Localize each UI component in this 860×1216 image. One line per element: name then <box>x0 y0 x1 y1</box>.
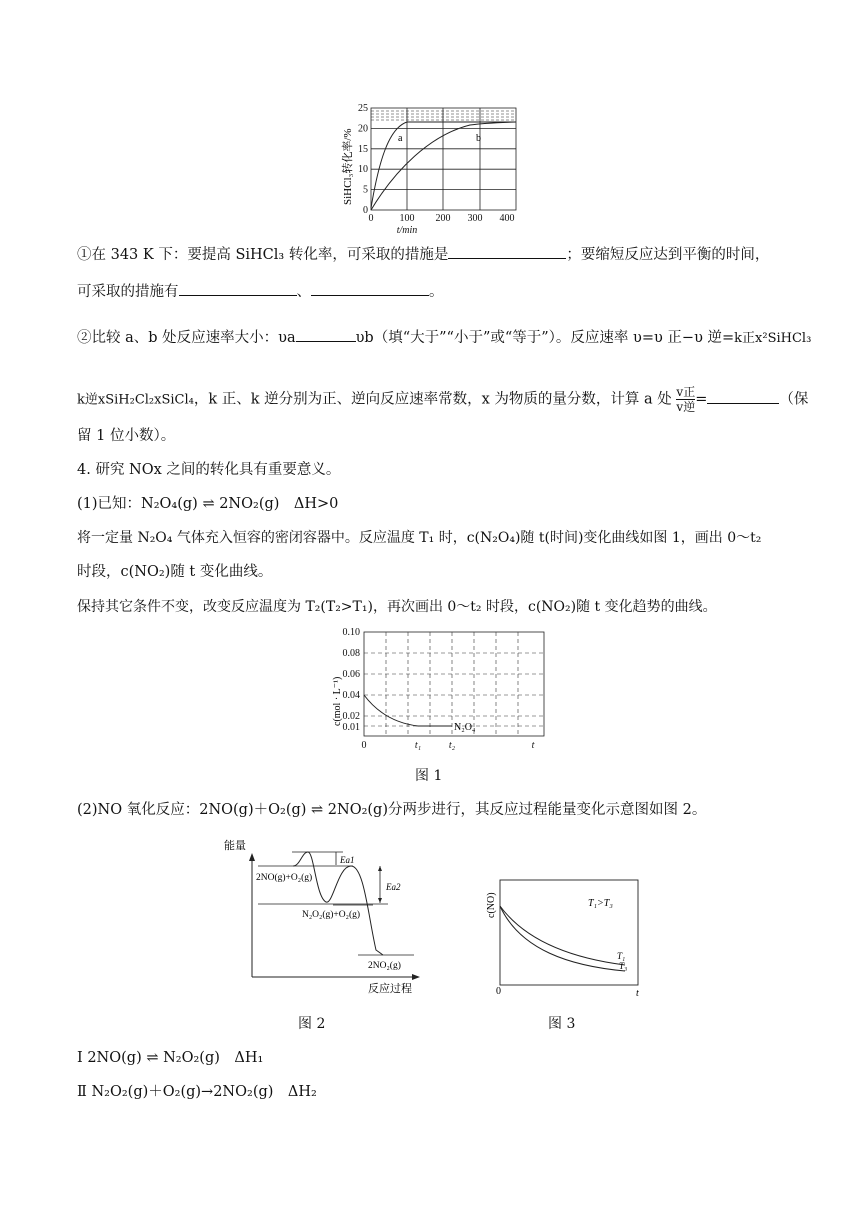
ea1-label: Ea1 <box>340 855 355 865</box>
x-tick: t <box>531 740 535 751</box>
curve-label-t1: T₁ <box>617 951 626 961</box>
section-4-text-2: 时段，c(NO₂)随 t 变化曲线。 <box>77 564 273 580</box>
question-1-line1: ①在 343 K 下：要提高 SiHCl₃ 转化率，可采取的措施是 ；要缩短反应达到平衡的时间， <box>77 244 769 265</box>
curve-b <box>371 122 516 210</box>
y-tick: 0.01 <box>342 722 360 733</box>
section-2-text: (2)NO 氧化反应：2NO(g)＋O₂(g) ⇌ 2NO₂(g)分两步进行，其反应过程能量变化示意图如图 2。 <box>77 802 707 818</box>
figure-1-caption: 图 1 <box>415 768 443 784</box>
y-tick: 0.08 <box>342 648 360 659</box>
answer-blank[interactable] <box>296 327 356 342</box>
y-tick: 0.06 <box>342 669 360 680</box>
x-tick: 100 <box>399 213 415 224</box>
curve-label-t3: T₃ <box>619 961 628 971</box>
figure-1-chart <box>318 626 558 756</box>
question-2-line3: 留 1 位小数）。 <box>77 428 176 444</box>
question-1-line2: 可采取的措施有 、 。 <box>77 281 444 302</box>
y-tick: 25 <box>358 103 368 114</box>
x-axis-label: t/min <box>396 225 418 235</box>
level-label-3: 2NO₂(g) <box>368 961 401 971</box>
x-tick: t₂ <box>448 740 456 751</box>
ea2-label: Ea2 <box>386 882 401 892</box>
level-label-1: 2NO(g)+O₂(g) <box>256 873 313 883</box>
condition-note: T₁>T₃ <box>588 898 613 909</box>
curve-t1 <box>500 906 625 965</box>
figure-2-energy-diagram <box>218 835 428 995</box>
y-tick: 0.10 <box>342 627 360 638</box>
question-2-line1: ②比较 a、b 处反应速率大小：υa υb（填“大于”“小于”或“等于”）。反应速率 υ=υ 正−υ 逆=k正x²SiHCl₃ <box>77 327 811 349</box>
curve-label-b: b <box>476 133 481 144</box>
figure-2-caption: 图 2 <box>298 1016 326 1032</box>
x-tick: 0 <box>368 213 374 224</box>
y-tick: 20 <box>358 123 368 135</box>
equation-2: Ⅱ N₂O₂(g)＋O₂(g)→2NO₂(g) ΔH₂ <box>77 1084 317 1100</box>
section-4-title: 4. 研究 NOx 之间的转化具有重要意义。 <box>77 462 341 478</box>
y-tick: 15 <box>358 143 368 155</box>
answer-blank[interactable] <box>179 281 297 296</box>
figure-3-caption: 图 3 <box>548 1016 576 1032</box>
xlabel-process: 反应过程 <box>368 983 412 995</box>
equation-1: Ⅰ 2NO(g) ⇌ N₂O₂(g) ΔH₁ <box>77 1050 264 1066</box>
y-axis-label: SiHCl₃转化率/% <box>342 128 354 205</box>
answer-blank[interactable] <box>448 244 566 259</box>
ylabel-cno: c(NO) <box>486 892 497 918</box>
x-end: t <box>636 988 639 999</box>
section-4-known: (1)已知：N₂O₄(g) ⇌ 2NO₂(g) ΔH>0 <box>77 496 339 512</box>
curve-label-a: a <box>398 133 403 144</box>
y-tick: 5 <box>363 184 368 196</box>
x-tick: 0 <box>361 740 367 751</box>
rate-reverse-term: k逆xSiH₂Cl₂xSiCl₄ <box>77 392 194 408</box>
question-2-line2: k逆xSiH₂Cl₂xSiCl₄，k 正、k 逆分别为正、逆向反应速率常数，x 为物质的量分数，计算 a 处 v正 v逆 = （保 <box>77 385 809 414</box>
y-tick: 10 <box>358 164 368 176</box>
sihcl3-conversion-chart <box>335 100 525 235</box>
answer-blank[interactable] <box>311 281 429 296</box>
x-tick: t₁ <box>414 740 422 751</box>
x-origin: 0 <box>496 986 501 997</box>
y-tick: 0.02 <box>342 711 360 722</box>
rate-ratio: v正 v逆 <box>676 385 696 414</box>
curve-t3 <box>500 906 628 971</box>
answer-blank[interactable] <box>707 389 779 404</box>
figure-3-chart <box>480 840 650 1000</box>
rate-forward-term: k正x²SiHCl₃ <box>734 331 812 346</box>
y-axis-label: c(mol · L⁻¹) <box>332 676 343 726</box>
curve-label-n2o4: N₂O₄ <box>454 722 476 733</box>
section-4-text-1: 将一定量 N₂O₄ 气体充入恒容的密闭容器中。反应温度 T₁ 时，c(N₂O₄)随 t(时间)变化曲线如图 1，画出 0～t₂ <box>77 530 762 546</box>
y-tick: 0 <box>363 205 368 216</box>
x-tick: 400 <box>499 213 515 224</box>
section-4-text-3: 保持其它条件不变，改变反应温度为 T₂(T₂>T₁)，再次画出 0～t₂ 时段，c(NO₂)随 t 变化趋势的曲线。 <box>77 599 717 615</box>
ylabel-energy: 能量 <box>224 840 246 852</box>
y-tick: 0.04 <box>342 690 360 701</box>
level-label-2: N₂O₂(g)+O₂(g) <box>302 910 361 920</box>
x-tick: 300 <box>467 213 483 224</box>
x-tick: 200 <box>435 213 451 224</box>
